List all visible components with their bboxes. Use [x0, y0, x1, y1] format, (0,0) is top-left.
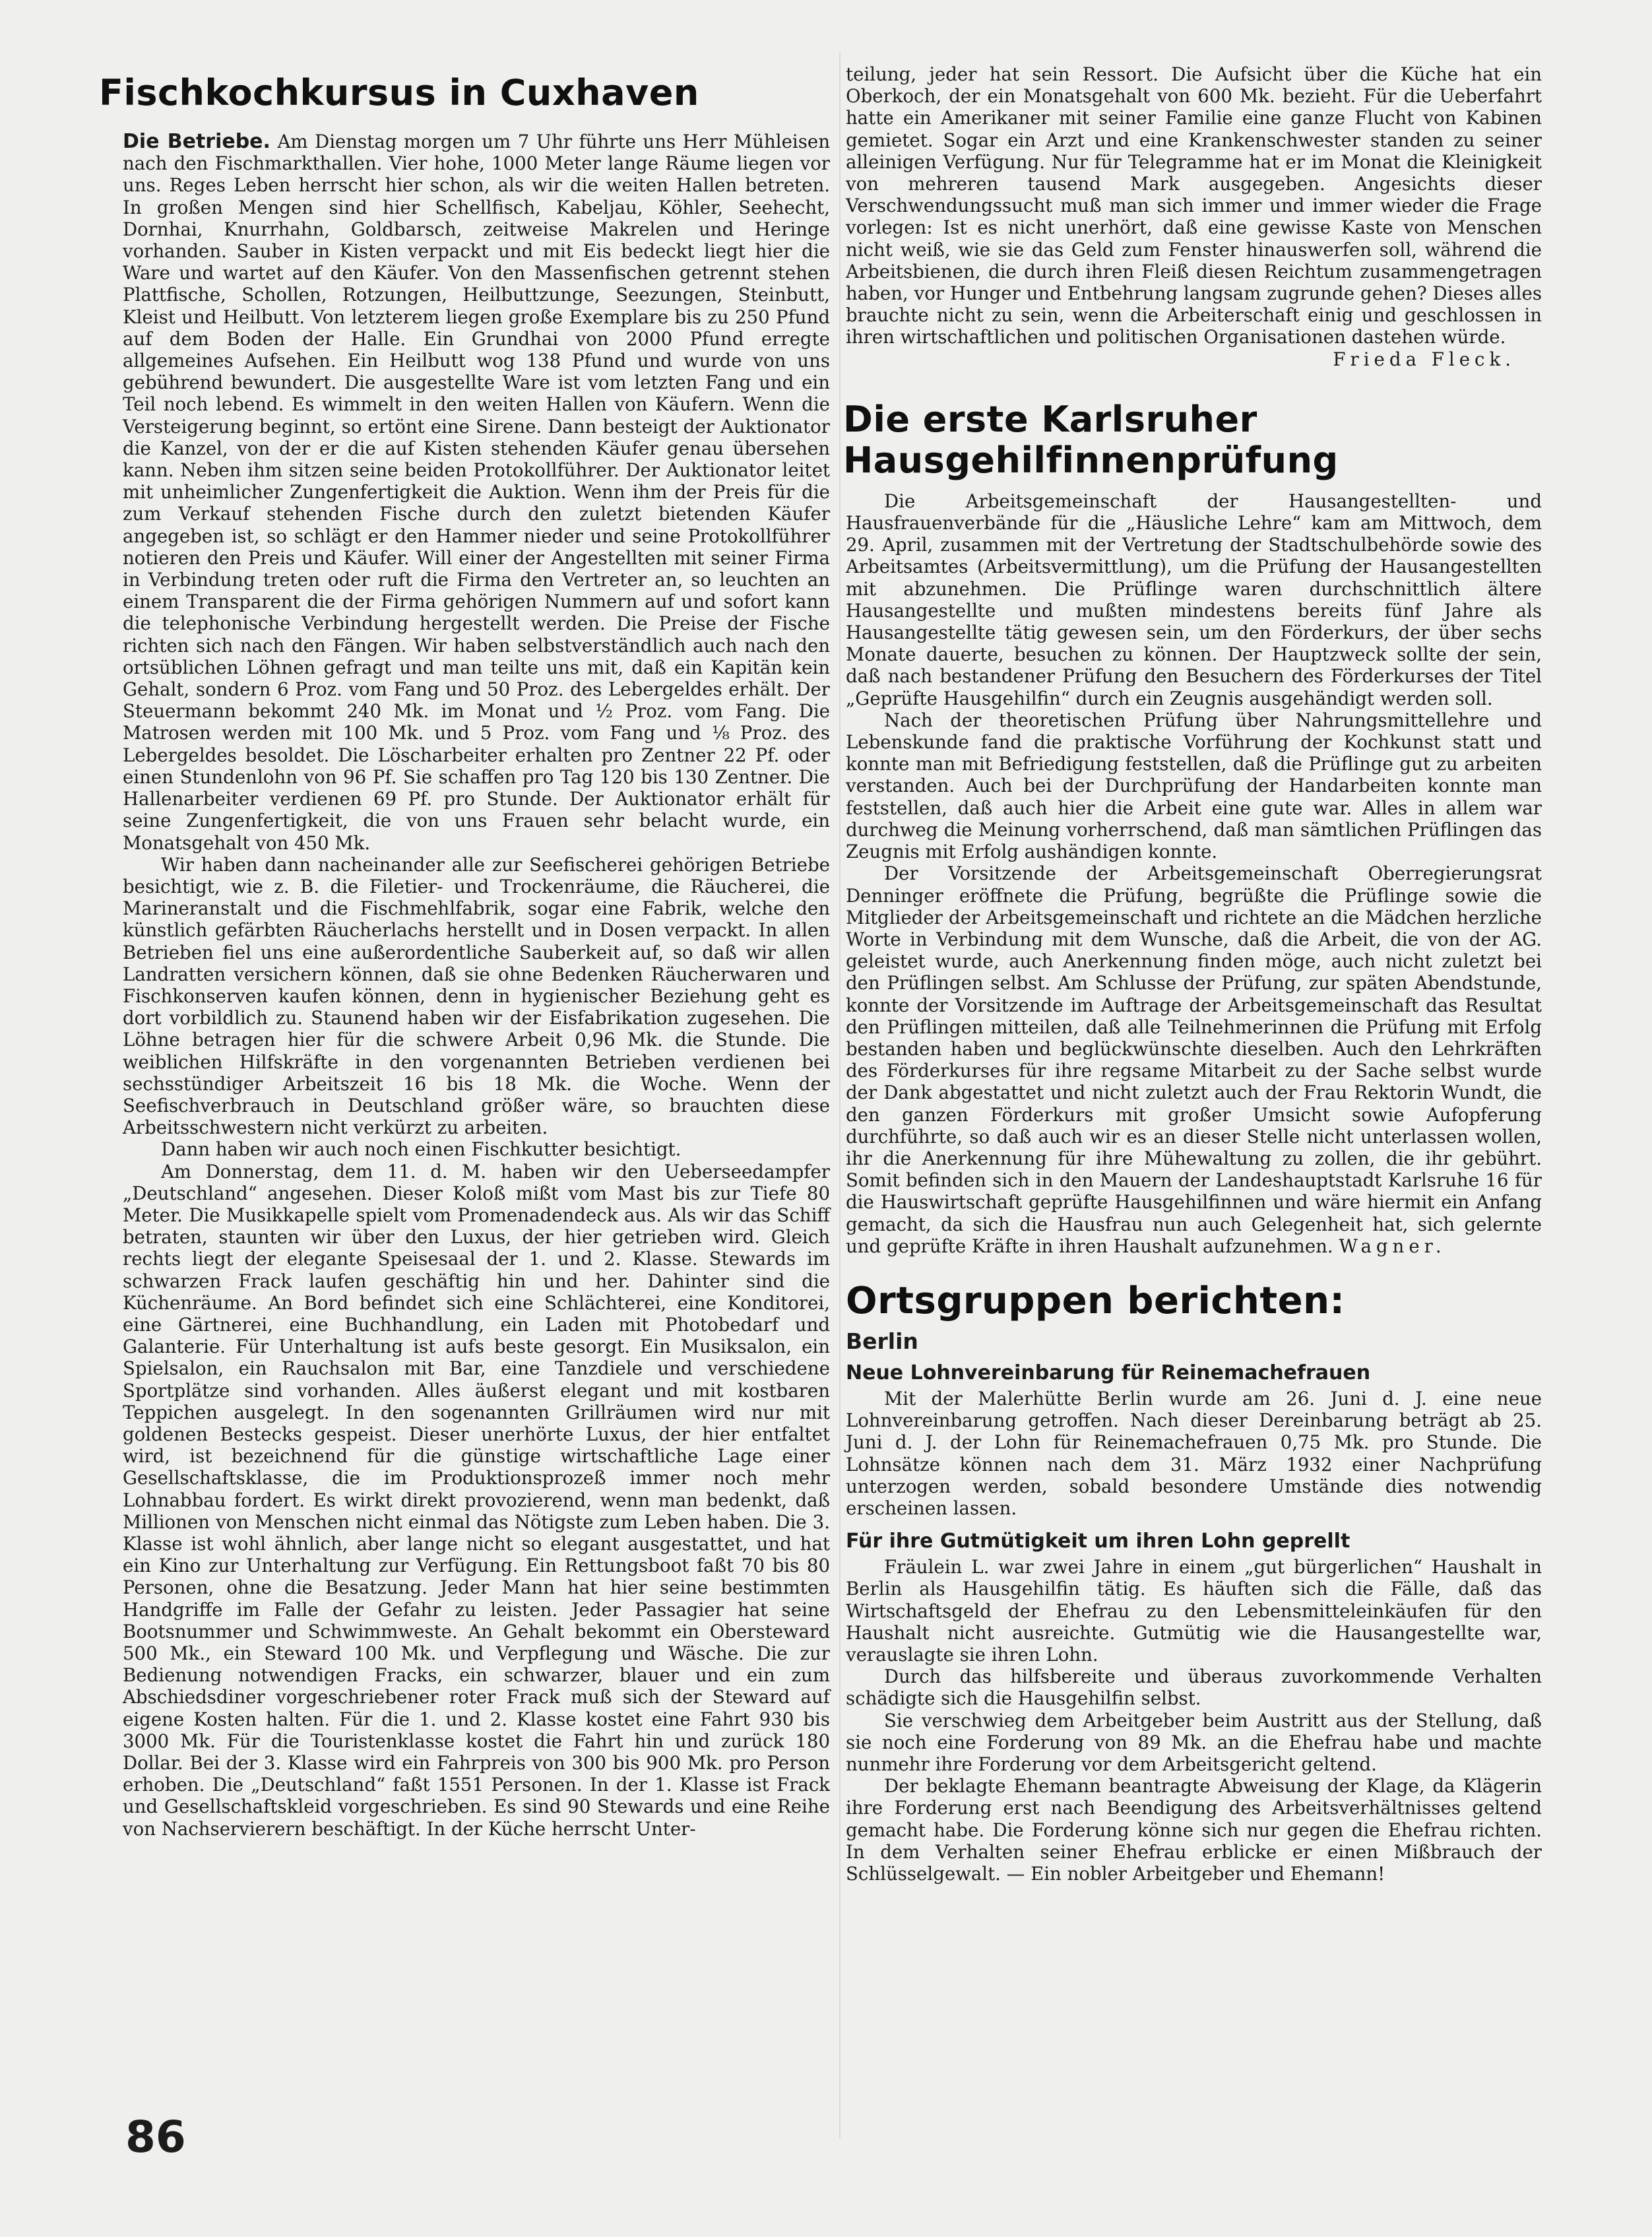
paragraph-text: Der Vorsitzende der Arbeitsgemeinschaft Oberregierungsrat Denninger eröffnete die Prüfung, begrüßte die Prüflinge sowie die Mitglieder der Arbeitsgemeinschaft und richtete an die Mädchen herzliche Worte in Verbindung mit dem Wunsche, daß die Arbeit, die von der AG. geleistet wurde, auch Anerkennung finden möge, auch nicht zuletzt bei den Prüflingen selbst. Am Schlusse der Prüfung, zur späten Abendstunde, konnte der Vorsitzende im Auftrage der Arbeitsgemeinschaft das Resultat den Prüflingen mitteilen, daß alle Teilnehmerinnen die Prüfung mit Erfolg bestanden haben und beglückwünschte dieselben. Auch den Lehrkräften des Förderkurses für ihre regsame Mitarbeit zu der Sache selbst wurde der Dank abgestattet und nicht zuletzt auch der Frau Rektorin Wundt, die den ganzen Förderkurs mit großer Umsicht sowie Aufopferung durchführte, so daß auch wir es an dieser Stelle nicht unterlassen wollen, ihr die Anerkennung für ihre Mühewaltung zu zollen, die ihr gebührt. Somit befinden sich in den Mauern der Landeshauptstadt Karlsruhe 16 für die Hauswirtschaft geprüfte Hausgehilfinnen und wäre hiermit ein Anfang gemacht, da sich die Hausfrau nun auch Gelegenheit hat, sich gelernte und geprüfte Kräfte in ihren Haushalt aufzunehmen. — [846, 862, 1542, 1257]
article-paragraph: Wir haben dann nacheinander alle zur Seefischerei gehörigen Betriebe besichtigt, wie z. B. die Filetier- und Trockenräume, die Räucherei, die Marineranstalt und die Fischmehlfabrik, sogar eine Fabrik, welche den künstlich gefärbten Räucherlachs herstellt und in Dosen verpackt. In allen Betrieben fiel uns eine außerordentliche Sauberkeit auf, so daß wir allen Landratten versichern können, daß sie ohne Bedenken Räucherwaren und Fischkonserven kaufen können, denn in hygienischer Beziehung geht es dort vorbildlich zu. Staunend haben wir der Eisfabrikation zugesehen. Die Löhne betragen hier für die schwere Arbeit 0,96 Mk. die Stunde. Die weiblichen Hilfskräfte in den vorgenannten Betrieben verdienen bei sechsstündiger Arbeitszeit 16 bis 18 Mk. die Woche. Wenn der Seefischverbrauch in Deutschland größer wäre, so brauchten diese Arbeitsschwestern nicht verkürzt zu arbeiten. — [123, 853, 830, 1139]
left-column — [99, 72, 830, 1840]
article-paragraph: Der beklagte Ehemann beantragte Abweisung der Klage, da Klägerin ihre Forderung erst nach Beendigung des Arbeitsverhältnisses geltend gemacht habe. Die Forderung könne sich nur gegen die Ehefrau richten. In dem Verhalten seiner Ehefrau erblicke er einen Mißbrauch der Schlüsselgewalt. — Ein nobler Arbeitgeber und Ehemann! — [846, 1775, 1542, 1885]
article-paragraph: Dann haben wir auch noch einen Fischkutter besichtigt. — [161, 1138, 682, 1161]
article-paragraph: Fräulein L. war zwei Jahre in einem „gut bürgerlichen“ Haushalt in Berlin als Hausgehilfin tätig. Es häuften sich die Fälle, daß das Wirtschaftsgeld der Ehefrau zu den Lebensmitteleinkäufen für den Haushalt nicht ausreichte. Gutmütig wie die Hausangestellte war, verauslagte sie ihren Lohn. — [846, 1556, 1542, 1666]
article-paragraph — [123, 131, 830, 854]
runin-heading: Die Betriebe. — [123, 130, 270, 153]
title-line-2: Hausgehilfinnenprüfung — [843, 439, 1339, 481]
paragraph-text: Am Dienstag morgen um 7 Uhr führte uns Herr Mühleisen nach den Fischmarkthallen. Vier hohe, 1000 Meter lange Räume liegen vor uns. Reges Leben herrscht hier schon, als wir die weiten Hallen betreten. In großen Mengen sind hier Schellfisch, Kabeljau, Köhler, Seehecht, Dornhai, Knurrhahn, Goldbarsch, zeitweise Makrelen und Heringe vorhanden. Sauber in Kisten verpackt und mit Eis bedeckt liegt hier die Ware und wartet auf den Käufer. Von den Massenfischen getrennt stehen Plattfische, Schollen, Rotzungen, Heilbuttzunge, Seezungen, Steinbutt, Kleist und Heilbutt. Von letzterem liegen große Exemplare bis zu 250 Pfund auf dem Boden der Halle. Ein Grundhai von 2000 Pfund erregte allgemeines Aufsehen. Ein Heilbutt wog 138 Pfund und wurde von uns gebührend bewundert. Die ausgestellte Ware ist vom letzten Fang und ein Teil noch lebend. Es wimmelt in den weiten Hallen von Käufern. Wenn die Versteigerung beginnt, so ertönt eine Sirene. Dann besteigt der Auktionator die Kanzel, von der er die auf Kisten stehenden Käufer genau übersehen kann. Neben ihm sitzen seine beiden Protokollführer. Der Auktionator leitet mit unheimlicher Zungenfertigkeit die Auktion. Wenn ihm der Preis für die zum Verkauf stehenden Fische durch den zuletzt bietenden Käufer angegeben ist, so schlägt er den Hammer nieder und seine Protokollführer notieren den Preis und Käufer. Will einer der Angestellten mit seiner Firma in Verbindung treten oder ruft die Firma den Vertreter an, so leuchten an einem Transparent die der Firma gehörigen Nummern auf und sofort kann die telephonische Verbindung hergestellt werden. Die Preise der Fische richten sich nach den Fängen. Wir haben selbstverständlich auch nach den ortsüblichen Löhnen gefragt und man teilte uns mit, daß ein Kapitän kein Gehalt, sondern 6 Proz. vom Fang und 50 Proz. des Lebergeldes erhält. Der Steuermann bekommt 240 Mk. im Monat und ½ Proz. vom Fang. Die Matrosen werden mit 100 Mk. und 5 Proz. vom Fang und ⅛ Proz. des Lebergeldes besoldet. Die Löscharbeiter erhalten pro Zentner 22 Pf. oder einen Stundenlohn von 96 Pf. Sie schaffen pro Tag 120 bis 130 Zentner. Die Hallenarbeiter verdienen 69 Pf. pro Stunde. Der Auktionator erhält für seine Zungenfertigkeit, die von uns Frauen sehr belacht wurde, ein Monatsgehalt von 450 Mk. — [123, 131, 830, 854]
column-divider — [839, 53, 841, 2138]
right-column — [843, 63, 1542, 1885]
article-paragraph: Am Donnerstag, dem 11. d. M. haben wir den Ueberseedampfer „Deutschland“ angesehen. Dieser Koloß mißt vom Mast bis zur Tiefe 80 Meter. Die Musikkapelle spielt vom Promenadendeck aus. Als wir das Schiff betraten, staunten wir über den Luxus, der hier getrieben wird. Gleich rechts liegt der elegante Speisesaal der 1. und 2. Klasse. Stewards im schwarzen Frack laufen geschäftig hin und her. Dahinter sind die Küchenräume. An Bord befindet sich eine Schlächterei, eine Konditorei, eine Gärtnerei, eine Buchhandlung, ein Laden mit Photobedarf und Galanterie. Für Unterhaltung ist aufs beste gesorgt. Ein Musiksalon, ein Spielsalon, ein Rauchsalon mit Bar, eine Tanzdiele und verschiedene Sportplätze sind vorhanden. Alles äußerst elegant und mit kostbaren Teppichen ausgelegt. In den sogenannten Grillräumen wird nur mit goldenen Bestecks gespeist. Dieser unerhörte Luxus, der hier entfaltet wird, ist bezeichnend für die günstige wirtschaftliche Lage einer Gesellschaftsklasse, die im Produktionsprozeß immer noch mehr Lohnabbau fordert. Es wirkt direkt provozierend, wenn man bedenkt, daß Millionen von Menschen nicht einmal das Nötigste zum Leben haben. Die 3. Klasse ist wohl ähnlich, aber lange nicht so elegant ausgestattet, und hat ein Kino zur Unterhaltung zur Verfügung. Ein Rettungsboot faßt 70 bis 80 Personen, ohne die Besatzung. Jeder Mann hat hier seine bestimmten Handgriffe im Falle der Gefahr zu leisten. Jeder Passagier hat seine Bootsnummer und Schwimmweste. An Gehalt bekommt ein Obersteward 500 Mk., ein Steward 100 Mk. und Verpflegung und Wäsche. Die zur Bedienung notwendigen Fracks, ein schwarzer, blauer und ein zum Abschiedsdiner vorgeschriebener roter Frack muß sich der Steward auf eigene Kosten halten. Für die 1. und 2. Klasse kostet eine Fahrt 930 bis 3000 Mk. Für die Touristenklasse kostet die Fahrt hin und zurück 180 Dollar. Bei der 3. Klasse wird ein Fahrpreis von 300 bis 900 Mk. pro Person erhoben. Die „Deutschland“ faßt 1551 Personen. In der 1. Klasse ist Frack und Gesellschaftskleid vorgeschrieben. Es sind 90 Stewards und eine Reihe von Nachservierern beschäftigt. In der Küche herrscht Unter- — [123, 1160, 830, 1840]
section-title-ortsgruppen: Ortsgruppen berichten: — [846, 1279, 1345, 1322]
article-paragraph: Die Arbeitsgemeinschaft der Hausangestellten- und Hausfrauenverbände für die „Häusliche Lehre“ kam am Mittwoch, dem 29. April, zusammen mit der Vertretung der Stadtschulbehörde sowie des Arbeitsamtes (Arbeitsvermittlung), um die Prüfung der Hausangestellten mit abzunehmen. Die Prüflinge waren durchschnittlich ältere Hausangestellte und mußten mindestens bereits fünf Jahre als Hausangestellte tätig gewesen sein, um den Förderkurs, der über sechs Monate dauerte, besuchen zu können. Der Hauptzweck sollte der sein, daß nach bestandener Prüfung den Besuchern des Förderkurses der Titel „Geprüfte Hausgehilfin“ durch ein Zeugnis ausgehändigt werden soll. — [846, 490, 1542, 709]
article-title-karlsruhe — [843, 399, 1542, 481]
title-line-1: Die erste Karlsruher — [843, 398, 1257, 440]
city-heading: Berlin — [846, 1328, 918, 1354]
article-continuation: teilung, jeder hat sein Ressort. Die Aufsicht über die Küche hat ein Oberkoch, der ein Monatsgehalt von 600 Mk. bezieht. Für die Ueberfahrt hatte ein Amerikaner mit seiner Familie eine ganze Flucht von Kabinen gemietet. Sogar ein Arzt und eine Krankenschwester standen zu seiner alleinigen Verfügung. Nur für Telegramme hat er im Monat die Kleinigkeit von mehreren tausend Mark ausgegeben. Angesichts dieser Verschwendungssucht muß man sich immer und immer wieder die Frage vorlegen: Ist es nicht unerhört, daß eine gewisse Kaste von Menschen nicht weiß, wie sie das Geld zum Fenster hinauswerfen soll, während die Arbeitsbienen, die durch ihren Fleiß diesen Reichtum zusammengetragen haben, vor Hunger und Entbehrung langsam zugrunde gehen? Dieses alles brauchte nicht zu sein, wenn die Arbeiterschaft einig und geschlossen in ihren wirtschaftlichen und politischen Organisationen dastehen würde. — [846, 63, 1542, 348]
article-paragraph: Nach der theoretischen Prüfung über Nahrungsmittellehre und Lebenskunde fand die praktische Vorführung der Kochkunst statt und konnte man mit Befriedigung feststellen, daß die Prüflinge gut zu arbeiten verstanden. Auch bei der Durchprüfung der Handarbeiten konnte man feststellen, daß auch hier die Arbeit eine gute war. Alles in allem war durchweg die Meinung vorherrschend, daß man sämtlichen Prüflingen das Zeugnis mit Erfolg aushändigen konnte. — [846, 709, 1542, 863]
signature-wagner: Wagner. — [1339, 1235, 1446, 1257]
article-paragraph: Mit der Malerhütte Berlin wurde am 26. Juni d. J. eine neue Lohnvereinbarung getroffen. Nach dieser Dereinbarung beträgt ab 25. Juni d. J. der Lohn für Reinemachefrauen 0,75 Mk. pro Stunde. Die Lohnsätze können nach dem 31. März 1932 einer Nachprüfung unterzogen werden, sobald besondere Umstände dies notwendig erscheinen lassen. — [846, 1387, 1542, 1519]
article-paragraph: Durch das hilfsbereite und überaus zuvorkommende Verhalten schädigte sich die Hausgehilfin selbst. — [846, 1666, 1542, 1710]
signature-fleck: Frieda Fleck. — [1333, 348, 1515, 370]
subheading-gutmuetigkeit: Für ihre Gutmütigkeit um ihren Lohn geprellt — [846, 1530, 1350, 1553]
article-paragraph — [846, 862, 1542, 1257]
page-number: 86 — [125, 2112, 186, 2162]
subheading-lohnvereinbarung: Neue Lohnvereinbarung für Reinemachefrauen — [846, 1361, 1371, 1384]
article-title-fischkochkursus: Fischkochkursus in Cuxhaven — [99, 72, 699, 113]
article-paragraph: Sie verschwieg dem Arbeitgeber beim Austritt aus der Stellung, daß sie noch eine Forderung von 89 Mk. an die Ehefrau habe und machte nunmehr ihre Forderung vor dem Arbeitsgericht geltend. — [846, 1709, 1542, 1775]
